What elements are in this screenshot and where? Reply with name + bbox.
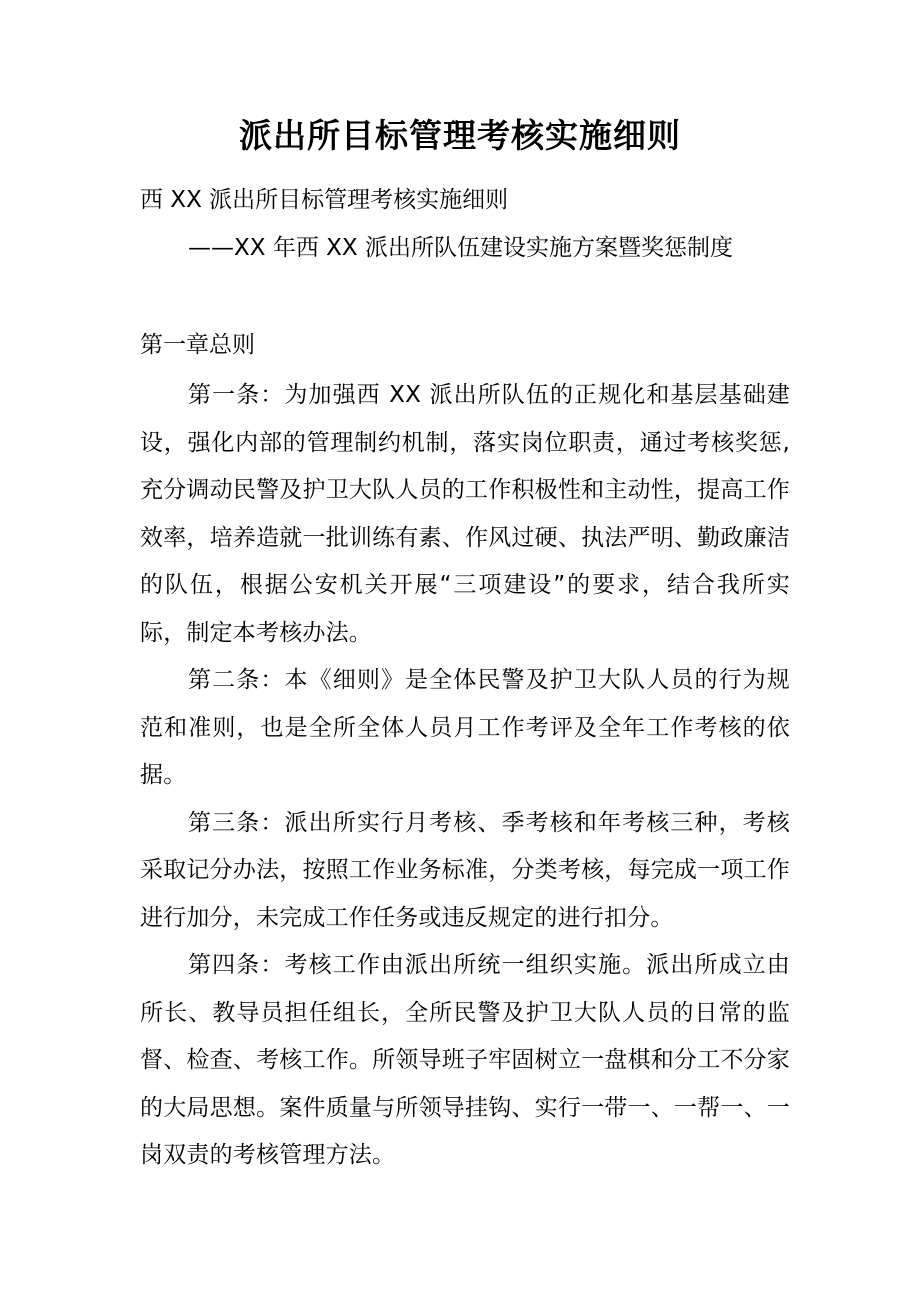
chapter-heading: 第一章总则	[140, 332, 255, 358]
document-title: 派出所目标管理考核实施细则	[239, 116, 681, 155]
article-4: 第四条：考核工作由派出所统一组织实施。派出所成立由所长、教导员担任组长，全所民警及护卫大队人员的日常的监督、检查、考核工作。所领导班子牢固树立一盘棋和分工不分家的大局思想。案件质量与所领导挂钩、实行一带一、一帮一、一岗双责的考核管理方法。	[140, 952, 790, 1168]
document-dedication: ——XX 年西 XX 派出所队伍建设实施方案暨奖惩制度	[188, 235, 733, 261]
document-body	[140, 372, 790, 1180]
document-subtitle: 西 XX 派出所目标管理考核实施细则	[140, 187, 509, 213]
article-3: 第三条：派出所实行月考核、季考核和年考核三种，考核采取记分办法，按照工作业务标准，分类考核，每完成一项工作进行加分，未完成工作任务或违反规定的进行扣分。	[140, 809, 790, 931]
article-2: 第二条：本《细则》是全体民警及护卫大队人员的行为规范和准则，也是全所全体人员月工作考评及全年工作考核的依据。	[140, 667, 790, 788]
article-1: 第一条：为加强西 XX 派出所队伍的正规化和基层基础建设，强化内部的管理制约机制，落实岗位职责，通过考核奖惩,充分调动民警及护卫大队人员的工作积极性和主动性，提高工作效率，培养造就一批训练有素、作风过硬、执法严明、勤政廉洁的队伍，根据公安机关开展“三项建设”的要求，结合我所实际，制定本考核办法。	[140, 382, 790, 646]
